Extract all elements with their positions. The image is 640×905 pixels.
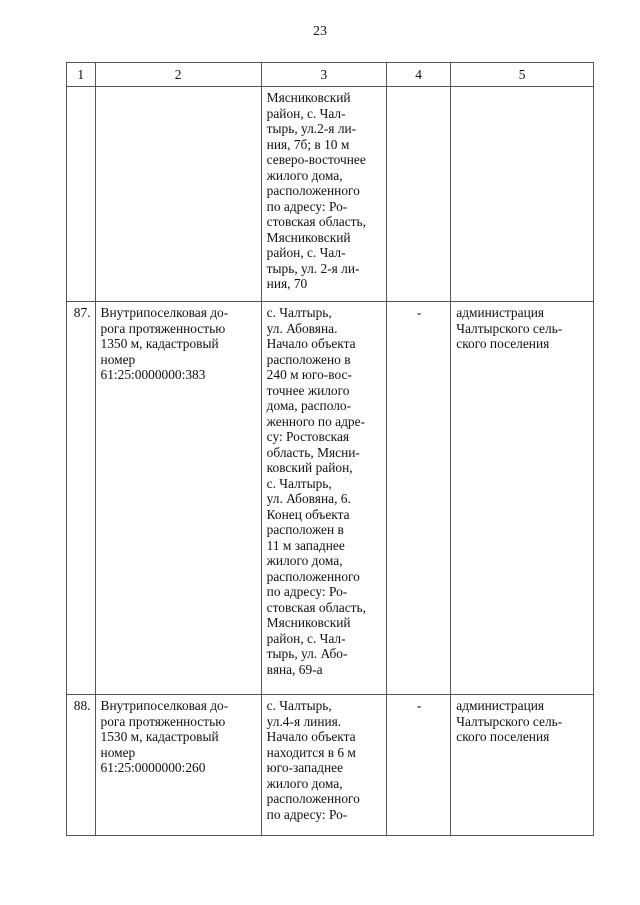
- header-col-3: 3: [261, 63, 386, 87]
- table-row: [67, 695, 594, 836]
- cell-location: [261, 87, 386, 302]
- location-text: с. Чалтырь, ул.4-я линия. Начало объекта находится в 6 м юго-западнее жилого дома, расположенного по адресу: Ро-: [266, 698, 360, 822]
- cell-empty: [95, 87, 261, 302]
- page-number: 23: [313, 24, 327, 39]
- cell-col4: -: [387, 302, 451, 695]
- location-text: Мясниковский район, с. Чал- тырь, ул.2-я ли- ния, 7б; в 10 м северо-восточнее жилого дома, расположенного по адресу: Ро- стовская область, Мясниковский район, с. Чал- тырь, ул. 2-я ли- ния, 70: [266, 90, 366, 291]
- object-name: Внутрипоселковая до- рога протяженностью 1350 м, кадастровый номер 61:25:0000000:383: [100, 305, 229, 382]
- cell-holder: [451, 695, 594, 836]
- row-number: 87.: [67, 302, 96, 695]
- cell-empty: [387, 87, 451, 302]
- header-col-4: 4: [387, 63, 451, 87]
- row-number: 88.: [67, 695, 96, 836]
- holder-text: администрация Чалтырского сель- ского поселения: [456, 698, 563, 744]
- table-row: [67, 302, 594, 695]
- header-col-5: 5: [451, 63, 594, 87]
- cell-location: [261, 302, 386, 695]
- holder-text: администрация Чалтырского сель- ского поселения: [456, 305, 563, 351]
- object-name: Внутрипоселковая до- рога протяженностью 1530 м, кадастровый номер 61:25:0000000:260: [100, 698, 229, 775]
- cell-col4: -: [387, 695, 451, 836]
- registry-table: [66, 62, 594, 836]
- header-col-2: 2: [95, 63, 261, 87]
- cell-location: [261, 695, 386, 836]
- location-text: с. Чалтырь, ул. Абовяна. Начало объекта расположено в 240 м юго-вос- точнее жилого дома, располо- женного по адре- су: Ростовская область, Мясни- ковский район, с. Чалтырь, ул. Абовяна, 6. Конец объекта расположен в 11 м западнее жилого дома, расположенного по адресу: Ро- стовская область, Мясниковский район, с. Чал- тырь, ул. Або- вяна, 69-а: [266, 305, 366, 677]
- cell-empty: [451, 87, 594, 302]
- cell-name: [95, 695, 261, 836]
- cell-empty: [67, 87, 96, 302]
- header-row: [67, 63, 594, 87]
- table-row-continuation: [67, 87, 594, 302]
- cell-name: [95, 302, 261, 695]
- cell-holder: [451, 302, 594, 695]
- header-col-1: 1: [67, 63, 96, 87]
